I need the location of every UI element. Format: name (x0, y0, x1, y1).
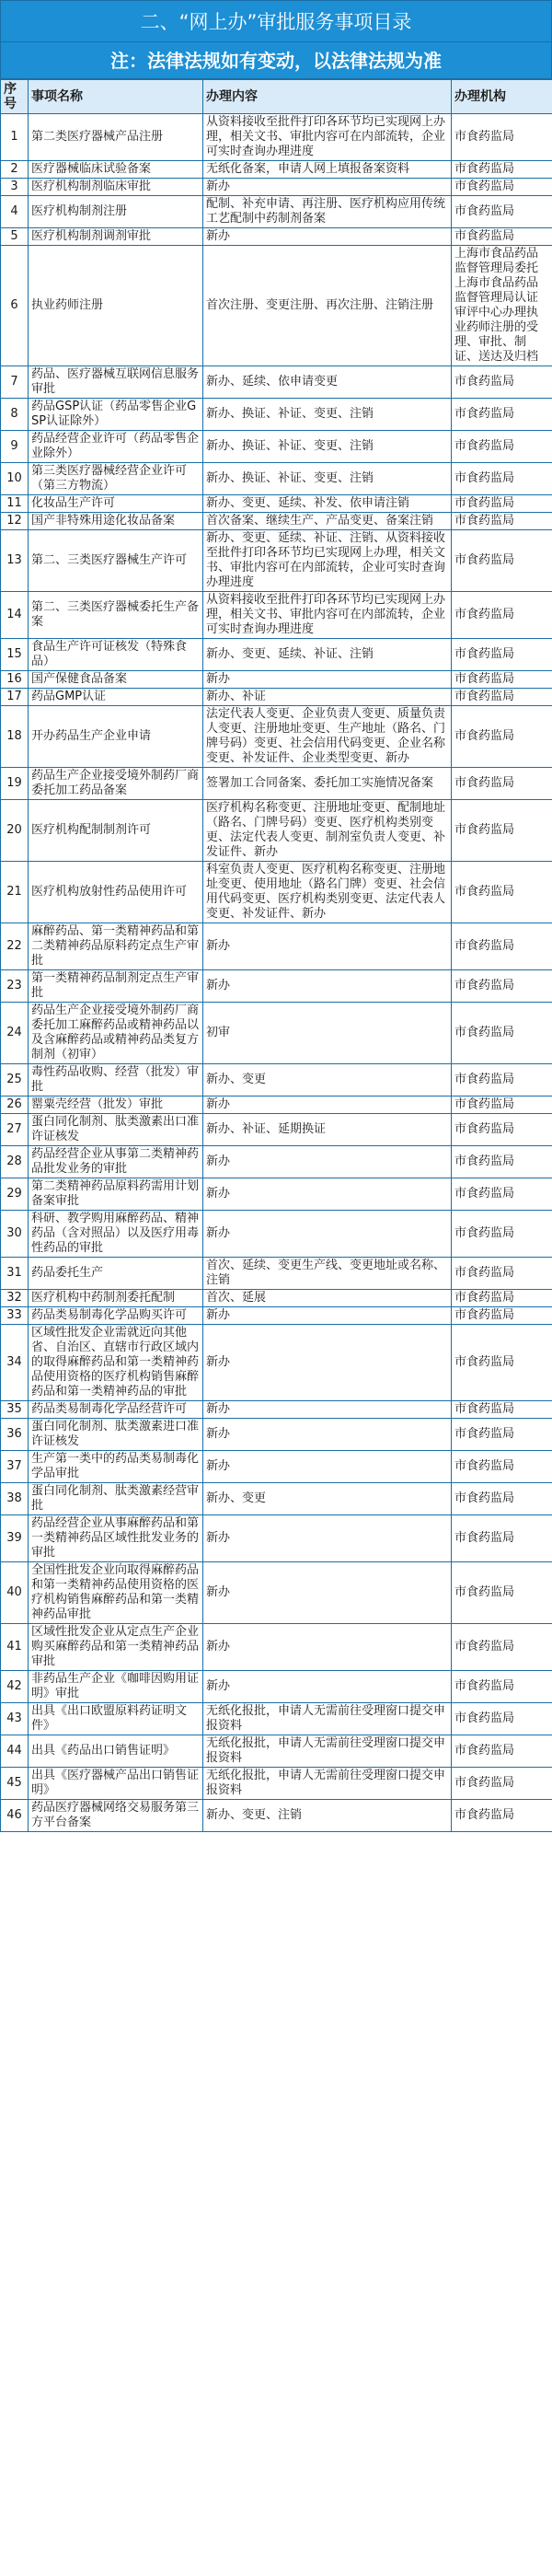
cell-content: 新办、变更、延续、补证、注销、从资料接收至批件打印各环节均已实现网上办理，相关文书、审批内容可在内部流转，企业可实时查询办理进度 (203, 530, 452, 592)
cell-content: 新办、换证、补证、变更、注销 (203, 463, 452, 495)
cell-agency: 上海市食品药品监督管理局委托上海市食品药品监督管理局认证审评中心办理执业药师注册的受理、审批、制证、送达及归档 (452, 246, 552, 366)
cell-item-name: 化妆品生产许可 (29, 495, 203, 513)
cell-agency: 市食药监局 (452, 1451, 552, 1483)
cell-item-name: 区域性批发企业从定点生产企业购买麻醉药品和第一类精神药品审批 (29, 1624, 203, 1671)
cell-content: 新办 (203, 228, 452, 246)
cell-content: 新办 (203, 1307, 452, 1325)
table-row (1, 1003, 552, 1064)
table-row (1, 1671, 552, 1703)
table-row (1, 1515, 552, 1562)
cell-item-name: 医疗机构制剂注册 (29, 196, 203, 228)
cell-content: 从资料接收至批件打印各环节均已实现网上办理，相关文书、审批内容可在内部流转，企业可实时查询办理进度 (203, 114, 452, 161)
cell-no: 23 (1, 970, 29, 1003)
table-row (1, 1064, 552, 1097)
table-row (1, 431, 552, 463)
cell-content: 无纸化报批，申请人无需前往受理窗口提交申报资料 (203, 1735, 452, 1768)
table-row (1, 196, 552, 228)
cell-item-name: 科研、教学购用麻醉药品、精神药品（含对照品）以及医疗用毒性药品的审批 (29, 1211, 203, 1258)
cell-content: 新办 (203, 1325, 452, 1401)
cell-content: 新办、换证、补证、变更、注销 (203, 431, 452, 463)
cell-item-name: 医疗器械临床试验备案 (29, 161, 203, 179)
cell-item-name: 药品经营企业从事麻醉药品和第一类精神药品区域性批发业务的审批 (29, 1515, 203, 1562)
table-row (1, 1451, 552, 1483)
table-row (1, 706, 552, 768)
cell-agency: 市食药监局 (452, 1097, 552, 1114)
column-header-name: 事项名称 (29, 80, 203, 114)
cell-no: 13 (1, 530, 29, 592)
table-row (1, 1735, 552, 1768)
cell-content: 新办、变更、延续、补发、依申请注销 (203, 495, 452, 513)
cell-item-name: 药品、医疗器械互联网信息服务审批 (29, 366, 203, 399)
cell-content: 新办、换证、补证、变更、注销 (203, 399, 452, 431)
cell-item-name: 药品经营企业从事第二类精神药品批发业务的审批 (29, 1146, 203, 1178)
table-row (1, 1401, 552, 1419)
cell-no: 46 (1, 1800, 29, 1832)
cell-content: 配制、补充申请、再注册、医疗机构应用传统工艺配制中药制剂备案 (203, 196, 452, 228)
table-row (1, 800, 552, 862)
cell-no: 10 (1, 463, 29, 495)
cell-agency: 市食药监局 (452, 495, 552, 513)
cell-content: 无纸化备案，申请人网上填报备案资料 (203, 161, 452, 179)
cell-agency: 市食药监局 (452, 639, 552, 671)
cell-no: 41 (1, 1624, 29, 1671)
cell-item-name: 非药品生产企业《咖啡因购用证明》审批 (29, 1671, 203, 1703)
table-row (1, 639, 552, 671)
table-row (1, 923, 552, 970)
cell-content: 新办 (203, 1671, 452, 1703)
cell-item-name: 药品生产企业接受境外制药厂商委托加工药品备案 (29, 768, 203, 800)
cell-agency: 市食药监局 (452, 1307, 552, 1325)
cell-content: 新办 (203, 1515, 452, 1562)
cell-item-name: 蛋白同化制剂、肽类激素出口准许证核发 (29, 1114, 203, 1146)
cell-no: 3 (1, 179, 29, 196)
cell-no: 18 (1, 706, 29, 768)
cell-agency: 市食药监局 (452, 1768, 552, 1800)
cell-content: 无纸化报批，申请人无需前往受理窗口提交申报资料 (203, 1768, 452, 1800)
cell-agency: 市食药监局 (452, 1671, 552, 1703)
cell-no: 36 (1, 1419, 29, 1451)
table-row (1, 970, 552, 1003)
cell-agency: 市食药监局 (452, 706, 552, 768)
table-row (1, 1097, 552, 1114)
cell-agency: 市食药监局 (452, 862, 552, 923)
cell-no: 35 (1, 1401, 29, 1419)
cell-content: 新办 (203, 923, 452, 970)
table-row (1, 161, 552, 179)
cell-item-name: 第二类医疗器械产品注册 (29, 114, 203, 161)
table-body (1, 114, 552, 1832)
cell-no: 2 (1, 161, 29, 179)
cell-agency: 市食药监局 (452, 513, 552, 530)
table-row (1, 1290, 552, 1307)
table-row (1, 862, 552, 923)
cell-agency: 市食药监局 (452, 671, 552, 689)
table-row (1, 1562, 552, 1624)
cell-item-name: 蛋白同化制剂、肽类激素经营审批 (29, 1483, 203, 1515)
cell-agency: 市食药监局 (452, 228, 552, 246)
cell-no: 26 (1, 1097, 29, 1114)
cell-content: 新办 (203, 1419, 452, 1451)
cell-content: 科室负责人变更、医疗机构名称变更、注册地址变更、使用地址（路名门牌）变更、社会信用代码变更、医疗机构类别变更、法定代表人变更、补发证件、新办 (203, 862, 452, 923)
table-row (1, 1483, 552, 1515)
cell-no: 32 (1, 1290, 29, 1307)
cell-agency: 市食药监局 (452, 1325, 552, 1401)
cell-agency: 市食药监局 (452, 1562, 552, 1624)
cell-item-name: 区域性批发企业需就近向其他省、自治区、直辖市行政区域内的取得麻醉药品和第一类精神药品使用资格的医疗机构销售麻醉药品和第一类精神药品的审批 (29, 1325, 203, 1401)
cell-no: 37 (1, 1451, 29, 1483)
disclaimer-note: 注：法律法规如有变动，以法律法规为准 (0, 42, 552, 79)
cell-item-name: 药品类易制毒化学品购买许可 (29, 1307, 203, 1325)
cell-content: 新办、补证 (203, 689, 452, 706)
cell-no: 4 (1, 196, 29, 228)
cell-no: 45 (1, 1768, 29, 1800)
cell-agency: 市食药监局 (452, 970, 552, 1003)
cell-content: 医疗机构名称变更、注册地址变更、配制地址（路名、门牌号码）变更、医疗机构类别变更、法定代表人变更、制剂室负责人变更、补发证件、新办 (203, 800, 452, 862)
cell-no: 8 (1, 399, 29, 431)
cell-content: 新办、变更 (203, 1483, 452, 1515)
table-row (1, 530, 552, 592)
table-row (1, 1703, 552, 1735)
table-row (1, 1325, 552, 1401)
table-row (1, 513, 552, 530)
cell-no: 5 (1, 228, 29, 246)
table-header-row (1, 80, 552, 114)
cell-agency: 市食药监局 (452, 399, 552, 431)
cell-item-name: 医疗机构制剂临床审批 (29, 179, 203, 196)
cell-agency: 市食药监局 (452, 1290, 552, 1307)
table-row (1, 689, 552, 706)
table-row (1, 1178, 552, 1211)
cell-item-name: 食品生产许可证核发（特殊食品） (29, 639, 203, 671)
cell-agency: 市食药监局 (452, 366, 552, 399)
page-title: 二、“网上办”审批服务事项目录 (0, 0, 552, 42)
cell-agency: 市食药监局 (452, 923, 552, 970)
cell-agency: 市食药监局 (452, 1735, 552, 1768)
cell-no: 22 (1, 923, 29, 970)
cell-item-name: 药品委托生产 (29, 1258, 203, 1290)
cell-content: 新办、补证、延期换证 (203, 1114, 452, 1146)
cell-item-name: 全国性批发企业向取得麻醉药品和第一类精神药品使用资格的医疗机构销售麻醉药品和第一类精神药品审批 (29, 1562, 203, 1624)
table-row (1, 1307, 552, 1325)
cell-content: 新办 (203, 1097, 452, 1114)
table-row (1, 114, 552, 161)
cell-item-name: 国产非特殊用途化妆品备案 (29, 513, 203, 530)
cell-no: 34 (1, 1325, 29, 1401)
cell-item-name: 国产保健食品备案 (29, 671, 203, 689)
cell-no: 29 (1, 1178, 29, 1211)
cell-content: 新办、延续、依申请变更 (203, 366, 452, 399)
cell-no: 21 (1, 862, 29, 923)
cell-agency: 市食药监局 (452, 431, 552, 463)
cell-item-name: 罂粟壳经营（批发）审批 (29, 1097, 203, 1114)
table-row (1, 495, 552, 513)
cell-no: 9 (1, 431, 29, 463)
cell-no: 28 (1, 1146, 29, 1178)
cell-content: 从资料接收至批件打印各环节均已实现网上办理，相关文书、审批内容可在内部流转，企业可实时查询办理进度 (203, 592, 452, 639)
cell-item-name: 生产第一类中的药品类易制毒化学品审批 (29, 1451, 203, 1483)
cell-no: 24 (1, 1003, 29, 1064)
table-row (1, 1146, 552, 1178)
table-row (1, 1258, 552, 1290)
cell-no: 20 (1, 800, 29, 862)
cell-item-name: 出具《药品出口销售证明》 (29, 1735, 203, 1768)
cell-content: 初审 (203, 1003, 452, 1064)
cell-item-name: 第二、三类医疗器械生产许可 (29, 530, 203, 592)
cell-no: 12 (1, 513, 29, 530)
cell-no: 38 (1, 1483, 29, 1515)
cell-no: 27 (1, 1114, 29, 1146)
table-row (1, 366, 552, 399)
cell-agency: 市食药监局 (452, 463, 552, 495)
cell-agency: 市食药监局 (452, 800, 552, 862)
cell-item-name: 药品经营企业许可（药品零售企业除外） (29, 431, 203, 463)
cell-content: 新办 (203, 1562, 452, 1624)
cell-agency: 市食药监局 (452, 196, 552, 228)
cell-agency: 市食药监局 (452, 530, 552, 592)
table-row (1, 228, 552, 246)
cell-item-name: 第一类精神药品制剂定点生产审批 (29, 970, 203, 1003)
table-row (1, 246, 552, 366)
cell-content: 法定代表人变更、企业负责人变更、质量负责人变更、注册地址变更、生产地址（路名、门牌号码）变更、社会信用代码变更、企业名称变更、补发证件、企业类型变更、新办 (203, 706, 452, 768)
table-row (1, 1211, 552, 1258)
cell-content: 新办 (203, 1178, 452, 1211)
table-row (1, 463, 552, 495)
cell-no: 33 (1, 1307, 29, 1325)
cell-agency: 市食药监局 (452, 1703, 552, 1735)
cell-content: 新办 (203, 1211, 452, 1258)
table-row (1, 179, 552, 196)
cell-agency: 市食药监局 (452, 1483, 552, 1515)
cell-content: 新办 (203, 179, 452, 196)
cell-no: 44 (1, 1735, 29, 1768)
cell-agency: 市食药监局 (452, 161, 552, 179)
cell-agency: 市食药监局 (452, 1114, 552, 1146)
cell-content: 新办 (203, 970, 452, 1003)
column-header-content: 办理内容 (203, 80, 452, 114)
cell-agency: 市食药监局 (452, 1064, 552, 1097)
cell-content: 新办 (203, 1451, 452, 1483)
cell-content: 新办、变更、注销 (203, 1800, 452, 1832)
cell-agency: 市食药监局 (452, 1624, 552, 1671)
cell-no: 7 (1, 366, 29, 399)
cell-item-name: 出具《出口欧盟原料药证明文件》 (29, 1703, 203, 1735)
cell-agency: 市食药监局 (452, 1003, 552, 1064)
cell-no: 30 (1, 1211, 29, 1258)
column-header-agency: 办理机构 (452, 80, 552, 114)
cell-item-name: 毒性药品收购、经营（批发）审批 (29, 1064, 203, 1097)
cell-item-name: 药品医疗器械网络交易服务第三方平台备案 (29, 1800, 203, 1832)
table-row (1, 768, 552, 800)
cell-no: 40 (1, 1562, 29, 1624)
cell-no: 31 (1, 1258, 29, 1290)
cell-item-name: 蛋白同化制剂、肽类激素进口准许证核发 (29, 1419, 203, 1451)
table-row (1, 1114, 552, 1146)
table-row (1, 1624, 552, 1671)
cell-no: 19 (1, 768, 29, 800)
table-row (1, 1419, 552, 1451)
table-row (1, 592, 552, 639)
cell-item-name: 第二、三类医疗器械委托生产备案 (29, 592, 203, 639)
cell-no: 6 (1, 246, 29, 366)
cell-agency: 市食药监局 (452, 1146, 552, 1178)
cell-item-name: 医疗机构制剂调剂审批 (29, 228, 203, 246)
table-row (1, 1768, 552, 1800)
cell-agency: 市食药监局 (452, 114, 552, 161)
cell-content: 新办 (203, 1401, 452, 1419)
cell-agency: 市食药监局 (452, 1211, 552, 1258)
cell-item-name: 医疗机构放射性药品使用许可 (29, 862, 203, 923)
cell-content: 新办 (203, 1624, 452, 1671)
cell-item-name: 第三类医疗器械经营企业许可（第三方物流） (29, 463, 203, 495)
cell-item-name: 药品GMP认证 (29, 689, 203, 706)
cell-content: 无纸化报批，申请人无需前往受理窗口提交申报资料 (203, 1703, 452, 1735)
cell-content: 新办 (203, 671, 452, 689)
cell-no: 14 (1, 592, 29, 639)
cell-content: 首次注册、变更注册、再次注册、注销注册 (203, 246, 452, 366)
cell-no: 42 (1, 1671, 29, 1703)
table-row (1, 399, 552, 431)
cell-agency: 市食药监局 (452, 1515, 552, 1562)
cell-content: 签署加工合同备案、委托加工实施情况备案 (203, 768, 452, 800)
table-row (1, 671, 552, 689)
cell-no: 25 (1, 1064, 29, 1097)
cell-item-name: 药品GSP认证（药品零售企业GSP认证除外） (29, 399, 203, 431)
cell-agency: 市食药监局 (452, 768, 552, 800)
cell-item-name: 药品生产企业接受境外制药厂商委托加工麻醉药品或精神药品以及含麻醉药品或精神药品类复方制剂（初审） (29, 1003, 203, 1064)
cell-content: 新办 (203, 1146, 452, 1178)
cell-agency: 市食药监局 (452, 689, 552, 706)
cell-agency: 市食药监局 (452, 1419, 552, 1451)
cell-agency: 市食药监局 (452, 179, 552, 196)
cell-agency: 市食药监局 (452, 1401, 552, 1419)
cell-item-name: 医疗机构中药制剂委托配制 (29, 1290, 203, 1307)
cell-agency: 市食药监局 (452, 1178, 552, 1211)
cell-item-name: 执业药师注册 (29, 246, 203, 366)
cell-agency: 市食药监局 (452, 592, 552, 639)
cell-item-name: 医疗机构配制制剂许可 (29, 800, 203, 862)
cell-item-name: 第二类精神药品原料药需用计划备案审批 (29, 1178, 203, 1211)
cell-item-name: 麻醉药品、第一类精神药品和第二类精神药品原料药定点生产审批 (29, 923, 203, 970)
cell-no: 43 (1, 1703, 29, 1735)
cell-content: 首次备案、继续生产、产品变更、备案注销 (203, 513, 452, 530)
cell-agency: 市食药监局 (452, 1800, 552, 1832)
service-items-table (0, 79, 552, 1832)
cell-agency: 市食药监局 (452, 1258, 552, 1290)
cell-no: 11 (1, 495, 29, 513)
cell-item-name: 药品类易制毒化学品经营许可 (29, 1401, 203, 1419)
cell-no: 15 (1, 639, 29, 671)
table-row (1, 1800, 552, 1832)
column-header-no: 序号 (1, 80, 29, 114)
cell-content: 首次、延续、变更生产线、变更地址或名称、注销 (203, 1258, 452, 1290)
cell-item-name: 出具《医疗器械产品出口销售证明》 (29, 1768, 203, 1800)
cell-item-name: 开办药品生产企业申请 (29, 706, 203, 768)
cell-content: 首次、延展 (203, 1290, 452, 1307)
cell-no: 17 (1, 689, 29, 706)
cell-no: 16 (1, 671, 29, 689)
cell-content: 新办、变更 (203, 1064, 452, 1097)
cell-no: 1 (1, 114, 29, 161)
cell-content: 新办、变更、延续、补证、注销 (203, 639, 452, 671)
cell-no: 39 (1, 1515, 29, 1562)
